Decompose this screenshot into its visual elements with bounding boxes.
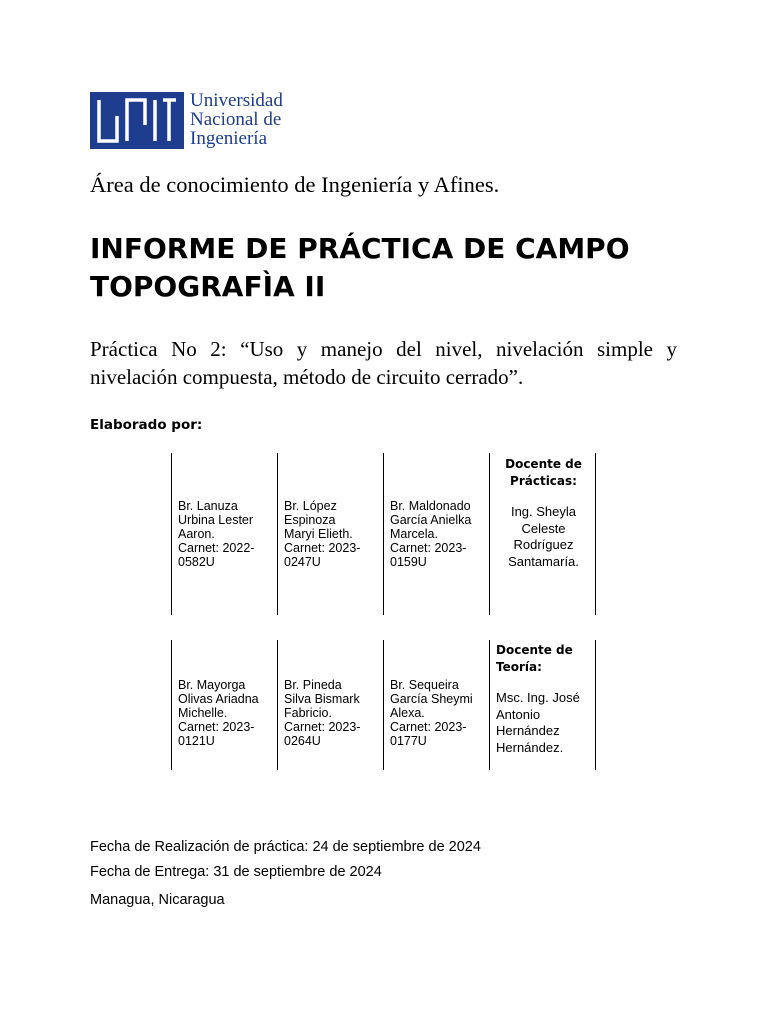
teacher-name-line: Hernández bbox=[496, 723, 560, 738]
student-line: Aaron. bbox=[178, 527, 215, 541]
location: Managua, Nicaragua bbox=[90, 892, 225, 908]
practice-teacher-cell bbox=[490, 453, 596, 615]
student-line: Br. Mayorga bbox=[178, 678, 246, 692]
practice-teacher-heading: Docente de bbox=[505, 457, 582, 471]
theory-teacher-heading: Docente de bbox=[496, 643, 573, 657]
student-line: Marcela. bbox=[390, 527, 438, 541]
teacher-name-line: Antonio bbox=[496, 706, 541, 722]
student-line: 0177U bbox=[390, 734, 427, 748]
student-line: 0582U bbox=[178, 555, 215, 569]
delivery-date: Fecha de Entrega: 31 de septiembre de 2024 bbox=[90, 864, 382, 880]
teacher-name-line: Msc. Ing. José bbox=[496, 690, 580, 705]
student-line: Maryi Elieth. bbox=[284, 527, 353, 541]
student-line: 0264U bbox=[284, 734, 321, 748]
report-title bbox=[90, 230, 630, 306]
university-name-line-3: Ingeniería bbox=[190, 128, 268, 149]
student-line: Carnet: 2022- bbox=[178, 541, 255, 555]
authors-row-2 bbox=[171, 640, 596, 770]
teacher-name-line: Ing. Sheyla bbox=[510, 504, 577, 519]
theory-teacher-cell bbox=[490, 640, 596, 770]
student-line: Espinoza bbox=[284, 513, 336, 527]
student-line: Carnet: 2023- bbox=[390, 541, 467, 555]
prepared-by-label: Elaborado por: bbox=[90, 417, 203, 433]
authors-row-1 bbox=[171, 453, 596, 615]
student-line: Michelle. bbox=[178, 706, 228, 720]
student-line: Br. López bbox=[284, 499, 337, 513]
report-title-line-2: TOPOGRAFÌA II bbox=[90, 270, 326, 303]
practice-teacher-heading: Prácticas: bbox=[510, 474, 577, 488]
theory-teacher-heading: Teoría: bbox=[496, 660, 542, 674]
teacher-name-line: Hernández. bbox=[496, 739, 564, 755]
student-line: Carnet: 2023- bbox=[178, 720, 255, 734]
student-cell bbox=[278, 453, 384, 615]
student-line: Carnet: 2023- bbox=[284, 541, 361, 555]
teacher-name-line: Santamaría. bbox=[508, 553, 579, 569]
student-cell bbox=[172, 640, 278, 770]
report-title-line-1: INFORME DE PRÁCTICA DE CAMPO bbox=[90, 232, 630, 265]
university-name-line-2: Nacional de bbox=[190, 109, 282, 130]
student-line: Carnet: 2023- bbox=[284, 720, 361, 734]
student-line: Carnet: 2023- bbox=[390, 720, 467, 734]
student-line: 0121U bbox=[178, 734, 215, 748]
student-line: Br. Pineda bbox=[284, 678, 342, 692]
student-line: 0159U bbox=[390, 555, 427, 569]
student-cell bbox=[384, 453, 490, 615]
teacher-name-line: Celeste bbox=[521, 520, 566, 536]
practice-description: Práctica No 2: “Uso y manejo del nivel, nivelación simple y nivelación compuesta, método de circuito cerrado”. bbox=[90, 337, 677, 389]
practice-date: Fecha de Realización de práctica: 24 de septiembre de 2024 bbox=[90, 839, 481, 855]
student-cell bbox=[384, 640, 490, 770]
student-line: García Anielka bbox=[390, 513, 472, 527]
university-name bbox=[190, 91, 283, 148]
practice-teacher-name bbox=[508, 504, 579, 570]
student-line: 0247U bbox=[284, 555, 321, 569]
student-line: Fabricio. bbox=[284, 706, 332, 720]
student-line: Olivas Ariadna bbox=[178, 692, 259, 706]
student-line: Br. Maldonado bbox=[390, 499, 471, 513]
student-line: Urbina Lester bbox=[178, 513, 254, 527]
student-line: Br. Lanuza bbox=[178, 499, 238, 513]
theory-teacher-name bbox=[496, 690, 591, 756]
student-line: Silva Bismark bbox=[284, 692, 360, 706]
student-line: García Sheymi bbox=[390, 692, 473, 706]
student-cell bbox=[172, 453, 278, 615]
knowledge-area: Área de conocimiento de Ingeniería y Afines. bbox=[90, 172, 500, 197]
student-cell bbox=[278, 640, 384, 770]
university-logo bbox=[90, 92, 283, 150]
student-line: Br. Sequeira bbox=[390, 678, 459, 692]
uni-logo-icon bbox=[90, 92, 184, 149]
university-name-line-1: Universidad bbox=[190, 90, 283, 111]
teacher-name-line: Rodríguez bbox=[513, 537, 574, 552]
student-line: Alexa. bbox=[390, 706, 425, 720]
